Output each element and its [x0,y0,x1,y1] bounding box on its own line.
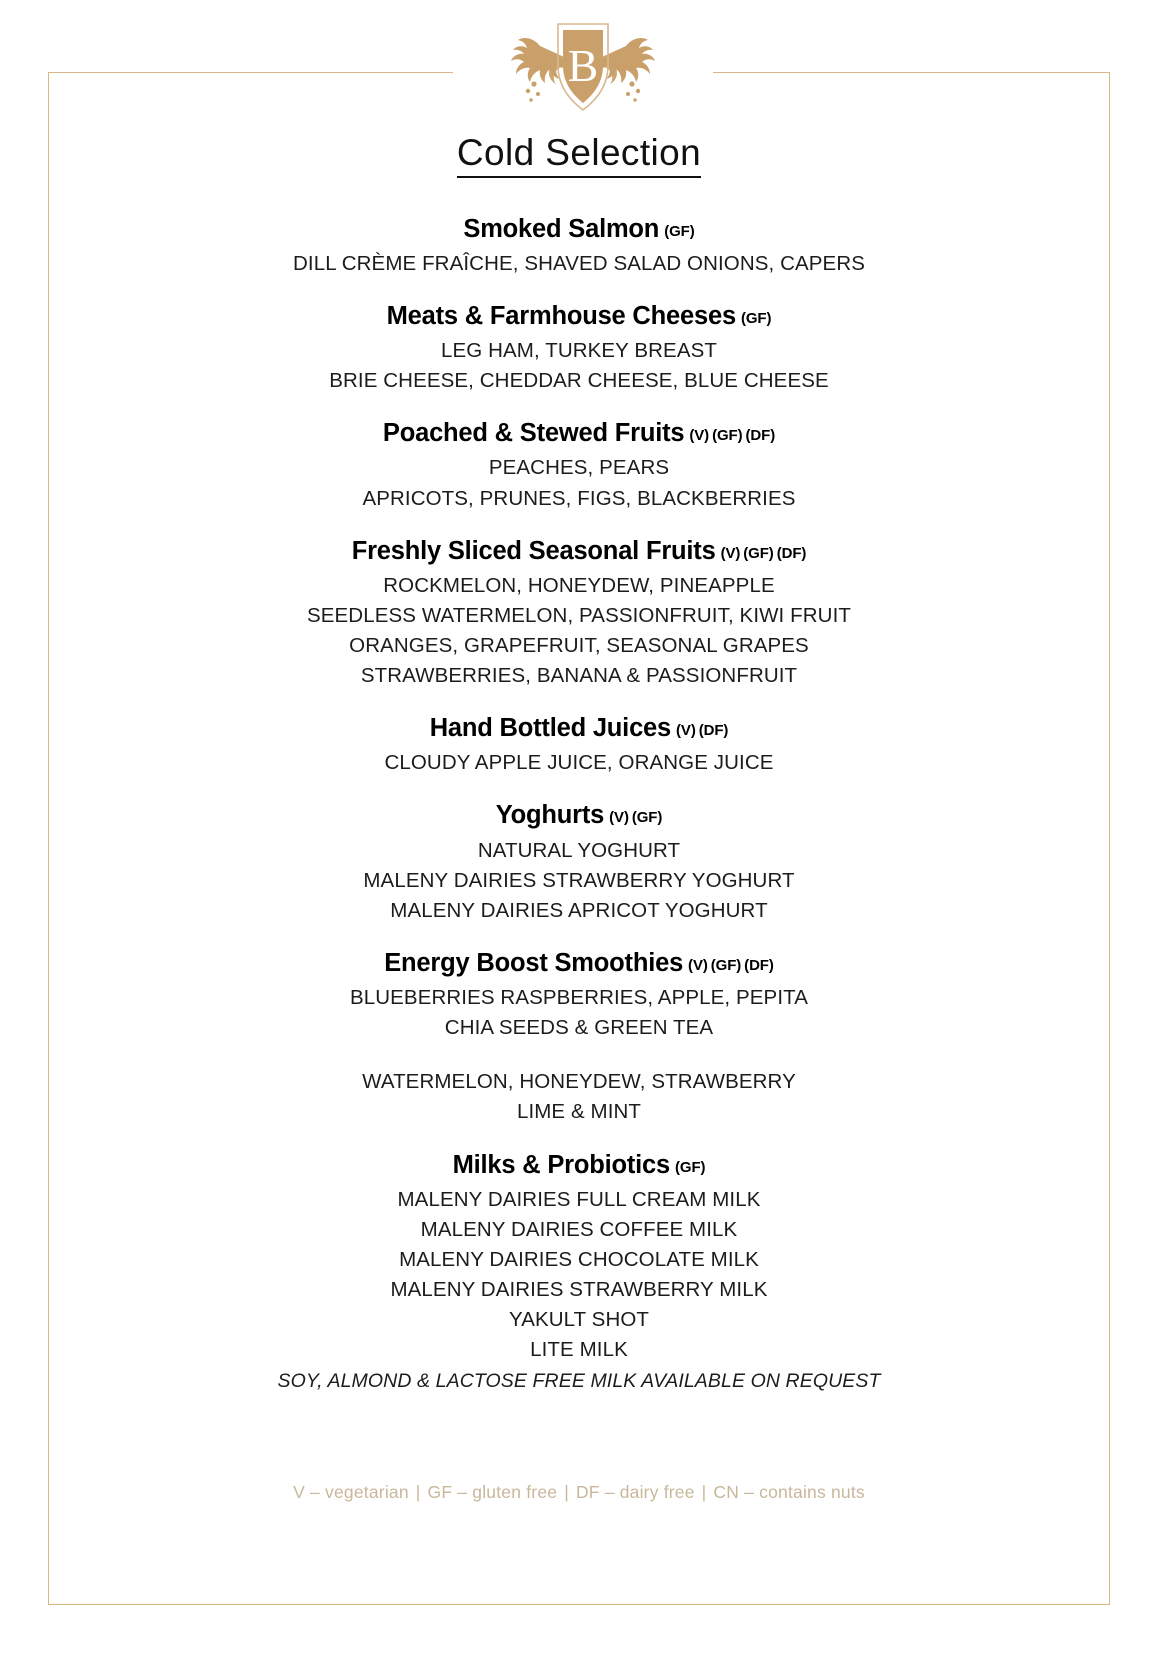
dietary-tag: (V) [676,722,696,740]
section-line: LIME & MINT [516,1100,642,1124]
section-line: MALENY DAIRIES STRAWBERRY MILK [390,1277,768,1301]
section-note: SOY, ALMOND & LACTOSE FREE MILK AVAILABLE ON REQUEST [277,1370,881,1393]
section-line: NATURAL YOGHURT [477,838,681,862]
section-dietary-tags [688,957,774,974]
section-heading-text: Hand Bottled Juices [429,714,672,743]
menu-section [108,536,1050,692]
menu-section [108,1150,1050,1396]
section-dietary-tags [689,427,775,444]
legend-separator: | [564,1482,569,1502]
legend-separator: | [415,1482,421,1502]
section-heading [108,1150,1050,1180]
menu-section [108,418,1050,513]
section-heading-text: Smoked Salmon [463,214,660,243]
section-line: MALENY DAIRIES STRAWBERRY YOGHURT [363,868,795,892]
section-line: ORANGES, GRAPEFRUIT, SEASONAL GRAPES [349,634,809,658]
dietary-tag: (GF) [664,222,695,240]
section-line: SEEDLESS WATERMELON, PASSIONFRUIT, KIWI FRUIT [306,603,852,627]
dietary-tag: (GF) [710,956,742,974]
section-dietary-tags [676,722,728,739]
dietary-tag: (V) [688,956,708,974]
dietary-tag: (DF) [744,956,774,974]
section-line: BLUEBERRIES RASPBERRIES, APPLE, PEPITA [349,986,808,1010]
menu-section [108,301,1050,396]
menu-content [48,72,1110,1605]
section-line: LEG HAM, TURKEY BREAST [441,339,717,363]
section-heading [108,948,1050,978]
dietary-tag: (V) [609,809,629,827]
legend-item: V – vegetarian [293,1482,409,1502]
dietary-tag: (GF) [712,427,743,445]
legend-item: CN – contains nuts [713,1482,865,1502]
legend-item: DF – dairy free [575,1482,695,1502]
menu-section [108,713,1050,778]
section-line: MALENY DAIRIES CHOCOLATE MILK [399,1247,759,1271]
section-line: MALENY DAIRIES APRICOT YOGHURT [390,898,768,922]
section-line: MALENY DAIRIES FULL CREAM MILK [397,1187,761,1211]
dietary-tag: (GF) [740,310,772,328]
section-line: APRICOTS, PRUNES, FIGS, BLACKBERRIES [362,486,796,510]
dietary-tag: (DF) [776,544,807,562]
section-heading-text: Meats & Farmhouse Cheeses [386,302,736,331]
section-line: BRIE CHEESE, CHEDDAR CHEESE, BLUE CHEESE [329,369,829,393]
dietary-tag: (V) [689,427,710,445]
section-dietary-tags [664,223,694,240]
dietary-tag: (V) [720,544,741,562]
menu-section [108,214,1050,279]
section-line: WATERMELON, HONEYDEW, STRAWBERRY [362,1070,796,1094]
section-line: CLOUDY APPLE JUICE, ORANGE JUICE [384,751,774,775]
section-heading-text: Energy Boost Smoothies [384,948,684,977]
dietary-tag: (DF) [698,722,729,740]
section-dietary-tags [741,310,771,327]
legend-item: GF – gluten free [427,1482,558,1502]
section-heading [108,418,1050,448]
section-heading [108,214,1050,244]
section-dietary-tags [721,545,807,562]
section-line: PEACHES, PEARS [488,456,670,480]
section-heading-text: Milks & Probiotics [452,1150,671,1179]
section-line: ROCKMELON, HONEYDEW, PINEAPPLE [383,573,775,597]
section-heading-text: Yoghurts [495,801,605,830]
page-title: Cold Selection [457,134,701,178]
legend-separator: | [701,1482,707,1502]
section-heading [108,713,1050,743]
dietary-tag: (GF) [743,544,774,562]
section-dietary-tags [609,809,662,826]
section-line: YAKULT SHOT [508,1308,650,1332]
dietary-tag: (DF) [745,427,776,445]
crest-letter: B [567,40,599,91]
dietary-tag: (GF) [675,1158,706,1176]
menu-sections-list [108,214,1050,1396]
menu-section [108,948,1050,1128]
section-heading [108,800,1050,830]
section-dietary-tags [675,1159,705,1176]
section-line: LITE MILK [530,1338,628,1362]
section-line: DILL CRÈME FRAÎCHE, SHAVED SALAD ONIONS, CAPERS [293,251,865,275]
section-line: CHIA SEEDS & GREEN TEA [444,1016,714,1040]
section-heading-text: Freshly Sliced Seasonal Fruits [351,536,716,565]
dietary-tag: (GF) [631,809,663,827]
section-heading [108,536,1050,566]
menu-section [108,800,1050,925]
section-line: STRAWBERRIES, BANANA & PASSIONFRUIT [360,664,798,688]
section-heading [108,301,1050,331]
section-line: MALENY DAIRIES COFFEE MILK [420,1217,738,1241]
dietary-legend-footer [48,1482,1110,1503]
section-heading-text: Poached & Stewed Fruits [382,419,685,448]
